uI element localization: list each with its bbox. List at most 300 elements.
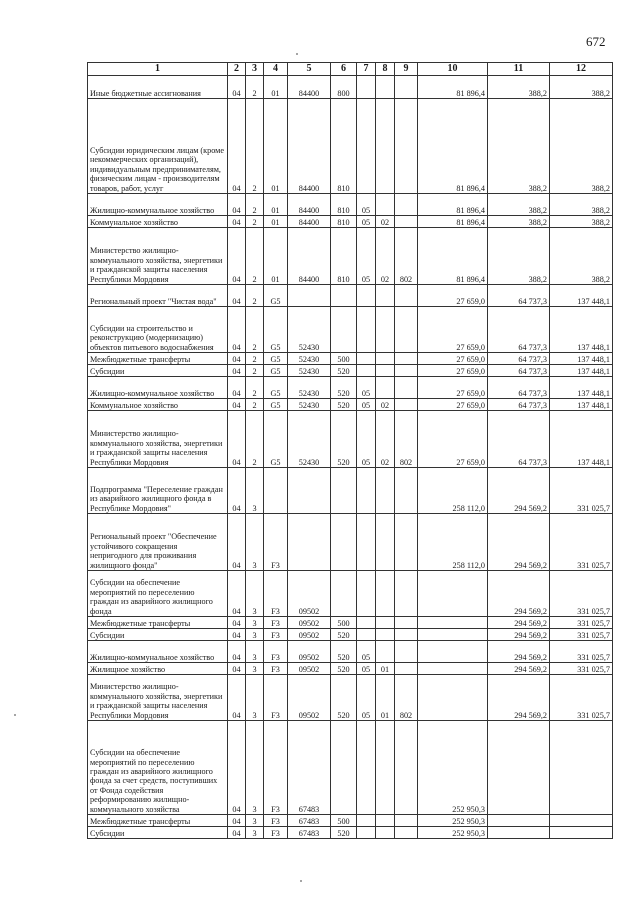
- row-value-cell: 388,2: [550, 76, 613, 99]
- row-value-cell: [395, 827, 418, 839]
- row-value-cell: [395, 99, 418, 194]
- row-name-cell: Коммунальное хозяйство: [88, 399, 228, 411]
- row-value-cell: 27 659,0: [418, 353, 488, 365]
- row-value-cell: 84400: [288, 76, 331, 99]
- row-value-cell: [357, 76, 376, 99]
- table-row: [88, 99, 613, 194]
- row-value-cell: 02: [376, 228, 395, 285]
- row-value-cell: 3: [246, 641, 264, 663]
- row-value-cell: 27 659,0: [418, 377, 488, 399]
- row-value-cell: 294 569,2: [488, 675, 550, 721]
- table-row: [88, 468, 613, 514]
- table-row: [88, 307, 613, 353]
- row-value-cell: 520: [331, 629, 357, 641]
- row-name-cell: Коммунальное хозяйство: [88, 216, 228, 228]
- row-value-cell: 294 569,2: [488, 617, 550, 629]
- row-value-cell: 27 659,0: [418, 399, 488, 411]
- row-name-cell: Субсидии на обеспечение мероприятий по переселению граждан из аварийного жилищного фонда за счет средств, поступивших от Фонда содействия реформированию жилищно-коммунального хозяйства: [88, 721, 228, 815]
- table-row: [88, 377, 613, 399]
- row-value-cell: 04: [228, 399, 246, 411]
- row-value-cell: 3: [246, 663, 264, 675]
- table-row: [88, 411, 613, 468]
- table-row: [88, 285, 613, 307]
- row-value-cell: 331 025,7: [550, 468, 613, 514]
- row-value-cell: 64 737,3: [488, 285, 550, 307]
- table-row: [88, 815, 613, 827]
- row-value-cell: 331 025,7: [550, 514, 613, 571]
- row-value-cell: 64 737,3: [488, 377, 550, 399]
- row-value-cell: 258 112,0: [418, 514, 488, 571]
- row-value-cell: [357, 285, 376, 307]
- row-value-cell: 294 569,2: [488, 629, 550, 641]
- table-row: [88, 194, 613, 216]
- row-value-cell: 05: [357, 411, 376, 468]
- row-value-cell: [395, 353, 418, 365]
- row-value-cell: 802: [395, 675, 418, 721]
- row-value-cell: 52430: [288, 353, 331, 365]
- row-value-cell: [418, 663, 488, 675]
- row-value-cell: 84400: [288, 228, 331, 285]
- row-value-cell: [288, 285, 331, 307]
- table-row: [88, 399, 613, 411]
- column-header: 1: [88, 63, 228, 76]
- row-value-cell: 331 025,7: [550, 663, 613, 675]
- row-value-cell: F3: [264, 721, 288, 815]
- row-value-cell: F3: [264, 617, 288, 629]
- row-value-cell: [376, 353, 395, 365]
- row-value-cell: 64 737,3: [488, 365, 550, 377]
- row-name-cell: Субсидии на обеспечение мероприятий по переселению граждан из аварийного жилищного фонда: [88, 571, 228, 617]
- row-value-cell: 2: [246, 99, 264, 194]
- row-value-cell: 137 448,1: [550, 377, 613, 399]
- row-value-cell: [488, 827, 550, 839]
- row-value-cell: 67483: [288, 815, 331, 827]
- row-value-cell: 388,2: [550, 99, 613, 194]
- row-value-cell: [357, 617, 376, 629]
- table-row: [88, 76, 613, 99]
- row-value-cell: [376, 514, 395, 571]
- row-value-cell: 52430: [288, 365, 331, 377]
- row-value-cell: 2: [246, 307, 264, 353]
- row-value-cell: [550, 721, 613, 815]
- row-value-cell: 05: [357, 663, 376, 675]
- row-value-cell: 05: [357, 675, 376, 721]
- row-name-cell: Субсидии юридическим лицам (кроме некоммерческих организаций), индивидуальным предпринимателям, физическим лицам - производителям товаров, работ, услуг: [88, 99, 228, 194]
- row-value-cell: 01: [264, 76, 288, 99]
- row-value-cell: [418, 571, 488, 617]
- row-value-cell: 520: [331, 641, 357, 663]
- row-value-cell: [376, 468, 395, 514]
- row-value-cell: 81 896,4: [418, 194, 488, 216]
- row-value-cell: 520: [331, 399, 357, 411]
- row-value-cell: 04: [228, 641, 246, 663]
- row-value-cell: [488, 815, 550, 827]
- row-value-cell: [395, 815, 418, 827]
- row-value-cell: 294 569,2: [488, 663, 550, 675]
- row-name-cell: Жилищно-коммунальное хозяйство: [88, 194, 228, 216]
- row-value-cell: 27 659,0: [418, 411, 488, 468]
- row-value-cell: G5: [264, 377, 288, 399]
- row-value-cell: [376, 641, 395, 663]
- table-row: [88, 216, 613, 228]
- row-value-cell: 64 737,3: [488, 307, 550, 353]
- row-value-cell: 137 448,1: [550, 285, 613, 307]
- table-row: [88, 663, 613, 675]
- row-value-cell: 500: [331, 353, 357, 365]
- row-value-cell: 05: [357, 216, 376, 228]
- row-value-cell: [395, 468, 418, 514]
- row-value-cell: [376, 721, 395, 815]
- budget-table: [87, 62, 613, 839]
- row-value-cell: [331, 721, 357, 815]
- row-value-cell: 04: [228, 216, 246, 228]
- row-value-cell: [418, 675, 488, 721]
- row-value-cell: [395, 399, 418, 411]
- row-value-cell: 04: [228, 827, 246, 839]
- row-value-cell: 2: [246, 228, 264, 285]
- column-header: 4: [264, 63, 288, 76]
- row-value-cell: 09502: [288, 629, 331, 641]
- row-value-cell: [376, 377, 395, 399]
- row-value-cell: 04: [228, 675, 246, 721]
- row-value-cell: [395, 721, 418, 815]
- scan-speck: [300, 880, 302, 882]
- row-value-cell: 388,2: [488, 216, 550, 228]
- table-header-row: [88, 63, 613, 76]
- row-value-cell: 294 569,2: [488, 468, 550, 514]
- row-name-cell: Субсидии: [88, 365, 228, 377]
- row-value-cell: 04: [228, 468, 246, 514]
- row-value-cell: 09502: [288, 641, 331, 663]
- row-value-cell: 27 659,0: [418, 285, 488, 307]
- row-value-cell: 04: [228, 721, 246, 815]
- row-value-cell: F3: [264, 827, 288, 839]
- row-value-cell: 01: [264, 194, 288, 216]
- row-value-cell: [288, 514, 331, 571]
- row-name-cell: Подпрограмма "Переселение граждан из аварийного жилищного фонда в Республике Мордовия": [88, 468, 228, 514]
- row-value-cell: 2: [246, 399, 264, 411]
- row-value-cell: [357, 827, 376, 839]
- row-value-cell: 810: [331, 216, 357, 228]
- row-value-cell: 2: [246, 365, 264, 377]
- scan-speck: [14, 714, 16, 716]
- row-value-cell: 294 569,2: [488, 641, 550, 663]
- column-header: 8: [376, 63, 395, 76]
- row-value-cell: 294 569,2: [488, 571, 550, 617]
- row-value-cell: 84400: [288, 194, 331, 216]
- row-value-cell: [395, 194, 418, 216]
- row-value-cell: 3: [246, 721, 264, 815]
- row-value-cell: 04: [228, 617, 246, 629]
- row-name-cell: Министерство жилищно-коммунального хозяйства, энергетики и гражданской защиты населения Республики Мордовия: [88, 675, 228, 721]
- row-value-cell: F3: [264, 514, 288, 571]
- row-value-cell: 500: [331, 617, 357, 629]
- row-value-cell: [376, 194, 395, 216]
- row-value-cell: 05: [357, 228, 376, 285]
- row-value-cell: [376, 815, 395, 827]
- row-value-cell: 137 448,1: [550, 353, 613, 365]
- row-value-cell: G5: [264, 307, 288, 353]
- row-value-cell: 294 569,2: [488, 514, 550, 571]
- row-value-cell: 810: [331, 228, 357, 285]
- row-value-cell: F3: [264, 675, 288, 721]
- row-value-cell: [395, 617, 418, 629]
- row-value-cell: [357, 468, 376, 514]
- row-value-cell: 520: [331, 663, 357, 675]
- row-value-cell: [376, 99, 395, 194]
- row-value-cell: 252 950,3: [418, 827, 488, 839]
- column-header: 12: [550, 63, 613, 76]
- row-value-cell: [376, 365, 395, 377]
- table-row: [88, 514, 613, 571]
- table-row: [88, 228, 613, 285]
- row-value-cell: 05: [357, 377, 376, 399]
- row-value-cell: 331 025,7: [550, 629, 613, 641]
- row-value-cell: [376, 285, 395, 307]
- row-name-cell: Субсидии: [88, 629, 228, 641]
- row-value-cell: [395, 641, 418, 663]
- row-name-cell: Иные бюджетные ассигнования: [88, 76, 228, 99]
- row-value-cell: 3: [246, 514, 264, 571]
- row-value-cell: 810: [331, 194, 357, 216]
- row-value-cell: 84400: [288, 99, 331, 194]
- row-name-cell: Межбюджетные трансферты: [88, 617, 228, 629]
- row-name-cell: Министерство жилищно-коммунального хозяйства, энергетики и гражданской защиты населения Республики Мордовия: [88, 228, 228, 285]
- row-value-cell: 52430: [288, 411, 331, 468]
- row-name-cell: Жилищно-коммунальное хозяйство: [88, 641, 228, 663]
- row-value-cell: 04: [228, 99, 246, 194]
- row-value-cell: [395, 365, 418, 377]
- row-value-cell: 520: [331, 827, 357, 839]
- row-name-cell: Жилищно-коммунальное хозяйство: [88, 377, 228, 399]
- row-name-cell: Региональный проект "Обеспечение устойчивого сокращения непригодного для проживания жилищного фонда": [88, 514, 228, 571]
- row-value-cell: G5: [264, 365, 288, 377]
- row-value-cell: [331, 571, 357, 617]
- row-value-cell: 84400: [288, 216, 331, 228]
- row-value-cell: 04: [228, 377, 246, 399]
- row-value-cell: 388,2: [488, 228, 550, 285]
- row-value-cell: 252 950,3: [418, 721, 488, 815]
- row-name-cell: Межбюджетные трансферты: [88, 815, 228, 827]
- row-value-cell: 09502: [288, 675, 331, 721]
- row-name-cell: Региональный проект "Чистая вода": [88, 285, 228, 307]
- row-value-cell: [395, 514, 418, 571]
- row-value-cell: 67483: [288, 827, 331, 839]
- row-value-cell: [357, 514, 376, 571]
- row-value-cell: 81 896,4: [418, 228, 488, 285]
- column-header: 9: [395, 63, 418, 76]
- table-row: [88, 571, 613, 617]
- row-value-cell: [331, 307, 357, 353]
- row-value-cell: 3: [246, 675, 264, 721]
- row-value-cell: [331, 468, 357, 514]
- row-value-cell: 520: [331, 675, 357, 721]
- row-value-cell: F3: [264, 571, 288, 617]
- row-value-cell: 52430: [288, 307, 331, 353]
- row-value-cell: [376, 571, 395, 617]
- row-value-cell: 01: [376, 663, 395, 675]
- row-value-cell: 331 025,7: [550, 617, 613, 629]
- row-value-cell: G5: [264, 411, 288, 468]
- row-value-cell: 02: [376, 216, 395, 228]
- row-value-cell: 04: [228, 76, 246, 99]
- row-value-cell: [357, 721, 376, 815]
- row-value-cell: [376, 629, 395, 641]
- row-value-cell: 388,2: [550, 216, 613, 228]
- row-value-cell: [395, 76, 418, 99]
- table-row: [88, 641, 613, 663]
- column-header: 10: [418, 63, 488, 76]
- row-value-cell: 01: [376, 675, 395, 721]
- row-name-cell: Субсидии на строительство и реконструкцию (модернизацию) объектов питьевого водоснабжения: [88, 307, 228, 353]
- row-value-cell: [331, 285, 357, 307]
- row-value-cell: [395, 663, 418, 675]
- row-value-cell: 04: [228, 629, 246, 641]
- row-value-cell: 04: [228, 411, 246, 468]
- row-value-cell: 04: [228, 285, 246, 307]
- row-value-cell: 52430: [288, 377, 331, 399]
- row-name-cell: Межбюджетные трансферты: [88, 353, 228, 365]
- row-value-cell: 27 659,0: [418, 307, 488, 353]
- row-value-cell: 520: [331, 365, 357, 377]
- row-value-cell: 05: [357, 641, 376, 663]
- row-value-cell: [488, 721, 550, 815]
- row-value-cell: 137 448,1: [550, 399, 613, 411]
- column-header: 3: [246, 63, 264, 76]
- row-value-cell: [395, 285, 418, 307]
- table-row: [88, 365, 613, 377]
- row-value-cell: 81 896,4: [418, 216, 488, 228]
- row-name-cell: Субсидии: [88, 827, 228, 839]
- row-value-cell: 3: [246, 617, 264, 629]
- row-value-cell: [357, 815, 376, 827]
- row-value-cell: 331 025,7: [550, 571, 613, 617]
- row-value-cell: 67483: [288, 721, 331, 815]
- row-value-cell: 05: [357, 399, 376, 411]
- row-value-cell: 81 896,4: [418, 99, 488, 194]
- row-value-cell: F3: [264, 629, 288, 641]
- column-header: 7: [357, 63, 376, 76]
- row-value-cell: 04: [228, 353, 246, 365]
- row-value-cell: 3: [246, 815, 264, 827]
- row-value-cell: [395, 307, 418, 353]
- row-value-cell: [357, 571, 376, 617]
- row-value-cell: 2: [246, 76, 264, 99]
- row-value-cell: G5: [264, 285, 288, 307]
- row-value-cell: 2: [246, 411, 264, 468]
- table-row: [88, 721, 613, 815]
- row-value-cell: 04: [228, 365, 246, 377]
- row-value-cell: 252 950,3: [418, 815, 488, 827]
- row-value-cell: [376, 617, 395, 629]
- table-row: [88, 827, 613, 839]
- table-row: [88, 353, 613, 365]
- row-value-cell: 388,2: [488, 99, 550, 194]
- row-value-cell: F3: [264, 641, 288, 663]
- row-value-cell: 3: [246, 629, 264, 641]
- row-value-cell: 500: [331, 815, 357, 827]
- row-value-cell: [395, 571, 418, 617]
- row-value-cell: 520: [331, 411, 357, 468]
- row-value-cell: 137 448,1: [550, 365, 613, 377]
- row-value-cell: 3: [246, 827, 264, 839]
- row-value-cell: 810: [331, 99, 357, 194]
- row-value-cell: 2: [246, 285, 264, 307]
- row-value-cell: G5: [264, 353, 288, 365]
- row-value-cell: 09502: [288, 663, 331, 675]
- row-value-cell: 137 448,1: [550, 411, 613, 468]
- row-value-cell: 800: [331, 76, 357, 99]
- table-row: [88, 675, 613, 721]
- row-value-cell: 02: [376, 411, 395, 468]
- row-value-cell: [376, 827, 395, 839]
- row-value-cell: G5: [264, 399, 288, 411]
- column-header: 6: [331, 63, 357, 76]
- row-value-cell: 04: [228, 307, 246, 353]
- row-value-cell: [376, 307, 395, 353]
- row-value-cell: 388,2: [550, 228, 613, 285]
- row-value-cell: 64 737,3: [488, 353, 550, 365]
- column-header: 5: [288, 63, 331, 76]
- row-value-cell: 04: [228, 571, 246, 617]
- row-name-cell: Министерство жилищно-коммунального хозяйства, энергетики и гражданской защиты населения Республики Мордовия: [88, 411, 228, 468]
- row-value-cell: F3: [264, 663, 288, 675]
- row-value-cell: 331 025,7: [550, 641, 613, 663]
- column-header: 11: [488, 63, 550, 76]
- row-value-cell: 01: [264, 216, 288, 228]
- row-value-cell: [357, 353, 376, 365]
- row-value-cell: [357, 307, 376, 353]
- row-value-cell: [357, 629, 376, 641]
- table-row: [88, 617, 613, 629]
- row-value-cell: 331 025,7: [550, 675, 613, 721]
- column-header: 2: [228, 63, 246, 76]
- row-value-cell: 27 659,0: [418, 365, 488, 377]
- row-value-cell: [376, 76, 395, 99]
- row-value-cell: 01: [264, 228, 288, 285]
- row-value-cell: 04: [228, 815, 246, 827]
- scan-speck: [296, 53, 298, 55]
- row-value-cell: 64 737,3: [488, 399, 550, 411]
- row-value-cell: 52430: [288, 399, 331, 411]
- row-value-cell: [418, 629, 488, 641]
- row-name-cell: Жилищное хозяйство: [88, 663, 228, 675]
- row-value-cell: 64 737,3: [488, 411, 550, 468]
- row-value-cell: 04: [228, 663, 246, 675]
- row-value-cell: 2: [246, 194, 264, 216]
- row-value-cell: 137 448,1: [550, 307, 613, 353]
- row-value-cell: [395, 216, 418, 228]
- row-value-cell: [418, 641, 488, 663]
- row-value-cell: 04: [228, 228, 246, 285]
- row-value-cell: 09502: [288, 617, 331, 629]
- row-value-cell: [418, 617, 488, 629]
- row-value-cell: 2: [246, 216, 264, 228]
- row-value-cell: [550, 815, 613, 827]
- row-value-cell: 09502: [288, 571, 331, 617]
- row-value-cell: [288, 468, 331, 514]
- page-number: 672: [586, 34, 606, 49]
- row-value-cell: 388,2: [488, 194, 550, 216]
- row-value-cell: [395, 377, 418, 399]
- row-value-cell: [395, 629, 418, 641]
- row-value-cell: 802: [395, 411, 418, 468]
- row-value-cell: [264, 468, 288, 514]
- row-value-cell: 802: [395, 228, 418, 285]
- row-value-cell: 04: [228, 194, 246, 216]
- row-value-cell: [331, 514, 357, 571]
- row-value-cell: 258 112,0: [418, 468, 488, 514]
